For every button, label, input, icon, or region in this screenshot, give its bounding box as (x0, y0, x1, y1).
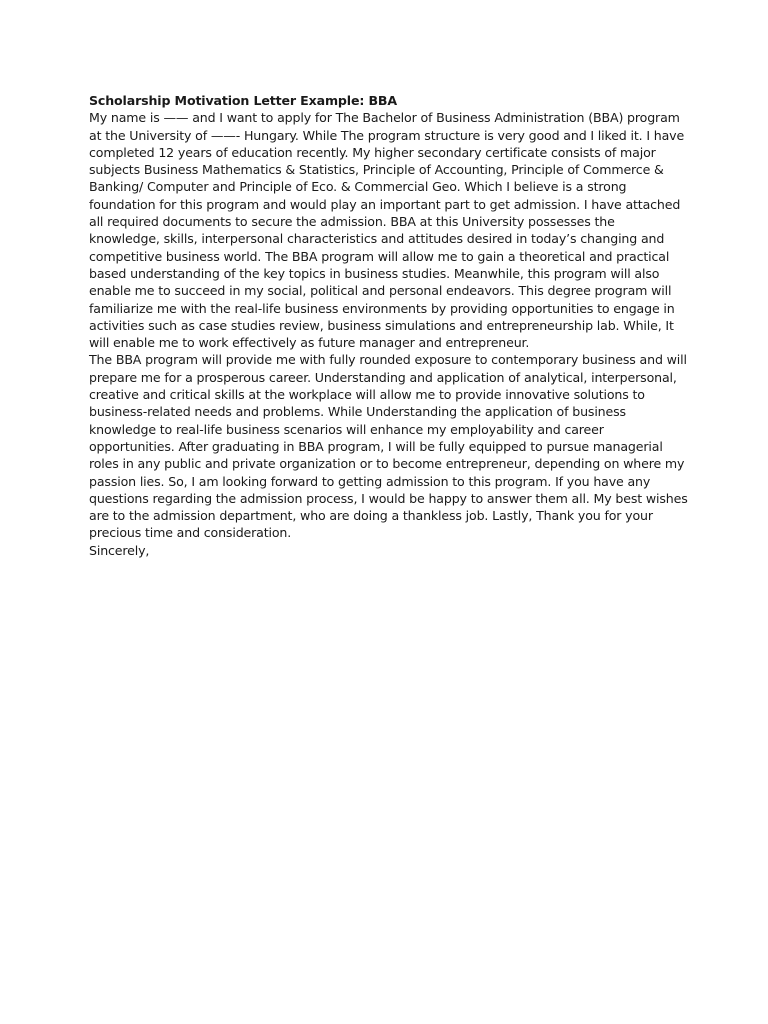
letter-body (89, 92, 689, 559)
letter-closing: Sincerely, (89, 542, 150, 558)
letter-title: Scholarship Motivation Letter Example: BBA (89, 93, 397, 108)
paragraph-2: The BBA program will provide me with fully rounded exposure to contemporary business and will prepare me for a prosperous career. Understanding and application of analytical, interpersonal, creative and critical skills at the workplace will allow me to provide innovative solutions to business-related needs and problems. While Understanding the application of business knowledge to real-life business scenarios will enhance my employability and career opportunities. After graduating in BBA program, I will be fully equipped to pursue managerial roles in any public and private organization or to become entrepreneur, depending on where my passion lies. So, I am looking forward to getting admission to this program. If you have any questions regarding the admission process, I would be happy to answer them all. My best wishes are to the admission department, who are doing a thankless job. Lastly, Thank you for your precious time and consideration. (89, 352, 688, 541)
paragraph-1: My name is —— and I want to apply for The Bachelor of Business Administration (BBA) program at the University of ——- Hungary. While The program structure is very good and I liked it. I have completed 12 years of education recently. My higher secondary certificate consists of major subjects Business Mathematics & Statistics, Principle of Accounting, Principle of Commerce & Banking/ Computer and Principle of Eco. & Commercial Geo. Which I believe is a strong foundation for this program and would play an important part to get admission. I have attached all required documents to secure the admission. BBA at this University possesses the knowledge, skills, interpersonal characteristics and attitudes desired in today’s changing and competitive business world. The BBA program will allow me to gain a theoretical and practical based understanding of the key topics in business studies. Meanwhile, this program will also enable me to succeed in my social, political and personal endeavors. This degree program will familiarize me with the real-life business environments by providing opportunities to engage in activities such as case studies review, business simulations and entrepreneurship lab. While, It will enable me to work effectively as future manager and entrepreneur. (89, 110, 685, 351)
